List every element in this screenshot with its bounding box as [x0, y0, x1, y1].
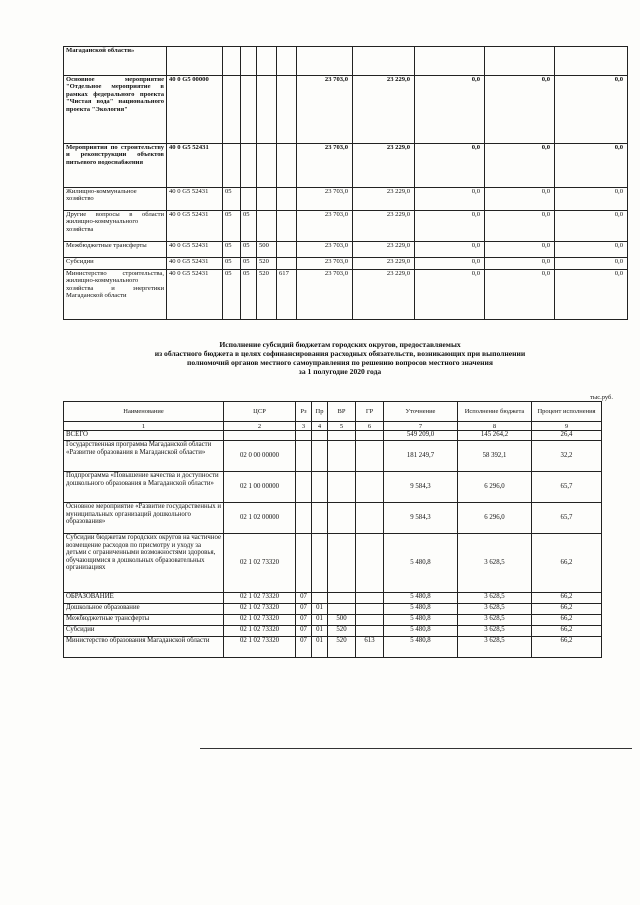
header-pr: Пр — [312, 402, 328, 422]
row-ispoln: 3 628,5 — [458, 615, 532, 626]
title-line: из областного бюджета в целях софинансирования расходных обязательств, возникающих при выполнении — [154, 349, 526, 358]
row-name: Мероприятия по строительству и реконструкции объектов питьевого водоснабжения — [64, 144, 167, 188]
row-rz — [296, 472, 312, 503]
row-pr: 01 — [312, 615, 328, 626]
table-row — [64, 593, 602, 604]
row-pr — [241, 76, 257, 144]
column-number-row — [64, 422, 602, 431]
row-col-a: 0,0 — [415, 144, 485, 188]
colnum: 5 — [328, 422, 356, 431]
row-vr — [257, 188, 277, 211]
row-vr — [257, 211, 277, 242]
table-row — [64, 47, 628, 76]
row-gr — [277, 211, 297, 242]
title-line: Исполнение субсидий бюджетам городских округов, предоставляемых — [219, 340, 461, 349]
subsidy-execution-table — [63, 401, 602, 658]
row-vr — [328, 441, 356, 472]
row-pr — [312, 534, 328, 593]
row-ispoln: 6 296,0 — [458, 472, 532, 503]
row-rz: 07 — [296, 593, 312, 604]
row-rz: 07 — [296, 637, 312, 658]
row-col-c: 0,0 — [555, 76, 628, 144]
row-gr — [356, 431, 384, 441]
row-col-a — [415, 47, 485, 76]
row-gr — [356, 534, 384, 593]
colnum: 6 — [356, 422, 384, 431]
table-row — [64, 441, 602, 472]
row-ispoln: 3 628,5 — [458, 604, 532, 615]
table-row — [64, 270, 628, 320]
row-pr — [241, 188, 257, 211]
row-col-a: 0,0 — [415, 270, 485, 320]
row-utoch: 23 703,0 — [297, 242, 353, 258]
row-ispoln: 6 296,0 — [458, 503, 532, 534]
row-rz — [296, 503, 312, 534]
row-gr — [277, 76, 297, 144]
row-csr: 02 1 02 73320 — [224, 637, 296, 658]
row-pr: 05 — [241, 270, 257, 320]
row-ispoln: 3 628,5 — [458, 593, 532, 604]
row-pr — [312, 593, 328, 604]
row-pct: 66,2 — [532, 593, 602, 604]
header-pct: Процент исполнения — [532, 402, 602, 422]
row-pr: 01 — [312, 626, 328, 637]
colnum: 9 — [532, 422, 602, 431]
row-csr: 02 1 02 73320 — [224, 604, 296, 615]
row-vr — [257, 76, 277, 144]
row-ispoln: 23 229,0 — [353, 144, 415, 188]
row-gr — [356, 593, 384, 604]
row-gr — [277, 47, 297, 76]
row-vr — [257, 47, 277, 76]
row-ispoln: 23 229,0 — [353, 242, 415, 258]
row-vr: 520 — [257, 270, 277, 320]
row-rz: 05 — [223, 188, 241, 211]
row-rz — [223, 47, 241, 76]
table-row — [64, 258, 628, 270]
row-utoch: 23 703,0 — [297, 258, 353, 270]
row-pr: 05 — [241, 211, 257, 242]
row-col-b — [485, 47, 555, 76]
row-pr — [241, 47, 257, 76]
row-gr — [277, 188, 297, 211]
row-col-c — [555, 47, 628, 76]
row-utoch: 23 703,0 — [297, 270, 353, 320]
row-ispoln: 23 229,0 — [353, 258, 415, 270]
title-line: полномочий органов местного самоуправления по решению вопросов местного значения — [187, 358, 493, 367]
row-csr: 02 0 00 00000 — [224, 441, 296, 472]
row-pct: 66,2 — [532, 626, 602, 637]
row-csr: 02 1 02 00000 — [224, 503, 296, 534]
row-csr: 40 0 G5 52431 — [167, 144, 223, 188]
row-pct: 65,7 — [532, 503, 602, 534]
row-rz: 05 — [223, 211, 241, 242]
row-gr: 613 — [356, 637, 384, 658]
row-name: Жилищно-коммунальное хозяйство — [64, 188, 167, 211]
row-csr: 02 1 02 73320 — [224, 626, 296, 637]
row-col-b: 0,0 — [485, 211, 555, 242]
row-name: Межбюджетные трансферты — [64, 615, 224, 626]
header-row — [64, 402, 602, 422]
row-name: Подпрограмма «Повышение качества и доступности дошкольного образования в Магаданской области» — [64, 472, 224, 503]
row-csr: 40 0 G5 52431 — [167, 211, 223, 242]
table-row — [64, 211, 628, 242]
row-csr: 40 0 G5 52431 — [167, 242, 223, 258]
row-rz: 07 — [296, 615, 312, 626]
row-col-a: 0,0 — [415, 76, 485, 144]
row-csr: 02 1 00 00000 — [224, 472, 296, 503]
row-utoch: 9 584,3 — [384, 472, 458, 503]
row-ispoln: 145 264,2 — [458, 431, 532, 441]
table-row — [64, 76, 628, 144]
row-vr — [328, 534, 356, 593]
row-vr: 500 — [328, 615, 356, 626]
row-pr: 05 — [241, 242, 257, 258]
row-gr — [277, 242, 297, 258]
row-name: Дошкольное образование — [64, 604, 224, 615]
row-utoch: 549 209,0 — [384, 431, 458, 441]
table-row — [64, 637, 602, 658]
row-ispoln: 58 392,1 — [458, 441, 532, 472]
row-col-b: 0,0 — [485, 258, 555, 270]
row-name: Министерство строительства, жилищно-коммунального хозяйства и энергетики Магаданской области — [64, 270, 167, 320]
row-csr: 02 1 02 73320 — [224, 534, 296, 593]
row-csr: 02 1 02 73320 — [224, 615, 296, 626]
row-name: Субсидии бюджетам городских округов на частичное возмещение расходов по присмотру и уходу за детьми с ограниченными возможностями здоровья, обучающимися в дошкольных образовательных организациях — [64, 534, 224, 593]
row-rz — [296, 441, 312, 472]
row-col-c: 0,0 — [555, 144, 628, 188]
header-csr: ЦСР — [224, 402, 296, 422]
row-gr — [277, 144, 297, 188]
row-col-c: 0,0 — [555, 270, 628, 320]
row-utoch: 23 703,0 — [297, 188, 353, 211]
header-ispoln: Исполнение бюджета — [458, 402, 532, 422]
row-col-a: 0,0 — [415, 188, 485, 211]
row-col-b: 0,0 — [485, 270, 555, 320]
row-vr: 520 — [328, 637, 356, 658]
table-row — [64, 503, 602, 534]
row-utoch: 5 480,8 — [384, 534, 458, 593]
row-ispoln: 23 229,0 — [353, 76, 415, 144]
row-vr — [328, 472, 356, 503]
row-ispoln: 23 229,0 — [353, 211, 415, 242]
row-utoch: 5 480,8 — [384, 615, 458, 626]
row-csr: 02 1 02 73320 — [224, 593, 296, 604]
row-utoch: 5 480,8 — [384, 637, 458, 658]
row-utoch: 5 480,8 — [384, 626, 458, 637]
row-name: Основное мероприятие "Отдельное мероприятие в рамках федерального проекта "Чистая вода" национального проекта "Экология" — [64, 76, 167, 144]
row-col-b: 0,0 — [485, 76, 555, 144]
row-name: Субсидии — [64, 626, 224, 637]
row-rz — [223, 76, 241, 144]
table-row — [64, 472, 602, 503]
row-rz: 05 — [223, 258, 241, 270]
section-title — [60, 340, 620, 376]
row-gr — [356, 441, 384, 472]
page-divider — [200, 748, 632, 749]
row-pr: 01 — [312, 604, 328, 615]
row-pct: 66,2 — [532, 534, 602, 593]
row-pct: 66,2 — [532, 604, 602, 615]
row-rz: 07 — [296, 626, 312, 637]
table-row — [64, 604, 602, 615]
colnum: 4 — [312, 422, 328, 431]
row-name: Государственная программа Магаданской области «Развитие образования в Магаданской области» — [64, 441, 224, 472]
unit-label: тыс.руб. — [590, 394, 613, 401]
table-row — [64, 144, 628, 188]
row-utoch: 23 703,0 — [297, 76, 353, 144]
row-pr: 01 — [312, 637, 328, 658]
row-col-a: 0,0 — [415, 242, 485, 258]
row-gr — [356, 615, 384, 626]
row-csr — [224, 431, 296, 441]
row-gr — [356, 472, 384, 503]
row-pct: 66,2 — [532, 615, 602, 626]
row-utoch: 5 480,8 — [384, 604, 458, 615]
row-col-a: 0,0 — [415, 258, 485, 270]
row-col-c: 0,0 — [555, 211, 628, 242]
row-ispoln: 3 628,5 — [458, 626, 532, 637]
table-row — [64, 188, 628, 211]
row-col-c: 0,0 — [555, 258, 628, 270]
row-utoch: 9 584,3 — [384, 503, 458, 534]
row-name: ОБРАЗОВАНИЕ — [64, 593, 224, 604]
row-ispoln: 3 628,5 — [458, 637, 532, 658]
row-ispoln — [353, 47, 415, 76]
row-utoch: 181 249,7 — [384, 441, 458, 472]
row-csr: 40 0 G5 52431 — [167, 258, 223, 270]
subsidy-table-continuation — [63, 46, 628, 320]
row-pr: 05 — [241, 258, 257, 270]
row-vr — [328, 503, 356, 534]
row-ispoln: 23 229,0 — [353, 270, 415, 320]
header-gr: ГР — [356, 402, 384, 422]
row-vr — [328, 604, 356, 615]
header-vr: ВР — [328, 402, 356, 422]
colnum: 1 — [64, 422, 224, 431]
title-line: за 1 полугодие 2020 года — [298, 367, 382, 376]
row-ispoln: 3 628,5 — [458, 534, 532, 593]
row-name: Другие вопросы в области жилищно-коммунального хозяйства — [64, 211, 167, 242]
row-pr — [312, 503, 328, 534]
row-utoch: 23 703,0 — [297, 211, 353, 242]
row-name: Магаданской области» — [64, 47, 167, 76]
row-name: Основное мероприятие «Развитие государственных и муниципальных организаций дошкольного образования» — [64, 503, 224, 534]
row-pr — [241, 144, 257, 188]
header-utoch: Уточнение — [384, 402, 458, 422]
row-name: Министерство образования Магаданской области — [64, 637, 224, 658]
row-rz — [296, 534, 312, 593]
row-csr: 40 0 G5 52431 — [167, 188, 223, 211]
row-pct: 66,2 — [532, 637, 602, 658]
colnum: 2 — [224, 422, 296, 431]
row-name: Межбюджетные трансферты — [64, 242, 167, 258]
table-row — [64, 431, 602, 441]
row-rz: 05 — [223, 242, 241, 258]
row-vr: 520 — [257, 258, 277, 270]
row-pct: 26,4 — [532, 431, 602, 441]
row-pct: 32,2 — [532, 441, 602, 472]
row-vr: 520 — [328, 626, 356, 637]
row-pr — [312, 431, 328, 441]
row-gr — [356, 626, 384, 637]
row-gr — [356, 604, 384, 615]
table-row — [64, 626, 602, 637]
row-col-c: 0,0 — [555, 242, 628, 258]
row-ispoln: 23 229,0 — [353, 188, 415, 211]
row-vr — [328, 593, 356, 604]
row-name: ВСЕГО — [64, 431, 224, 441]
row-csr: 40 0 G5 00000 — [167, 76, 223, 144]
row-vr: 500 — [257, 242, 277, 258]
table-row — [64, 242, 628, 258]
row-col-b: 0,0 — [485, 144, 555, 188]
row-name: Субсидии — [64, 258, 167, 270]
table-row — [64, 534, 602, 593]
colnum: 7 — [384, 422, 458, 431]
row-gr — [277, 258, 297, 270]
colnum: 3 — [296, 422, 312, 431]
row-rz — [296, 431, 312, 441]
row-gr: 617 — [277, 270, 297, 320]
row-utoch: 5 480,8 — [384, 593, 458, 604]
row-utoch — [297, 47, 353, 76]
table-row — [64, 615, 602, 626]
row-vr — [328, 431, 356, 441]
row-col-b: 0,0 — [485, 242, 555, 258]
row-col-b: 0,0 — [485, 188, 555, 211]
row-pct: 65,7 — [532, 472, 602, 503]
row-vr — [257, 144, 277, 188]
header-rz: Рз — [296, 402, 312, 422]
row-csr — [167, 47, 223, 76]
row-pr — [312, 441, 328, 472]
row-rz: 07 — [296, 604, 312, 615]
row-col-c: 0,0 — [555, 188, 628, 211]
row-pr — [312, 472, 328, 503]
colnum: 8 — [458, 422, 532, 431]
row-col-a: 0,0 — [415, 211, 485, 242]
row-utoch: 23 703,0 — [297, 144, 353, 188]
row-csr: 40 0 G5 52431 — [167, 270, 223, 320]
header-name: Наименование — [64, 402, 224, 422]
row-gr — [356, 503, 384, 534]
row-rz — [223, 144, 241, 188]
row-rz: 05 — [223, 270, 241, 320]
